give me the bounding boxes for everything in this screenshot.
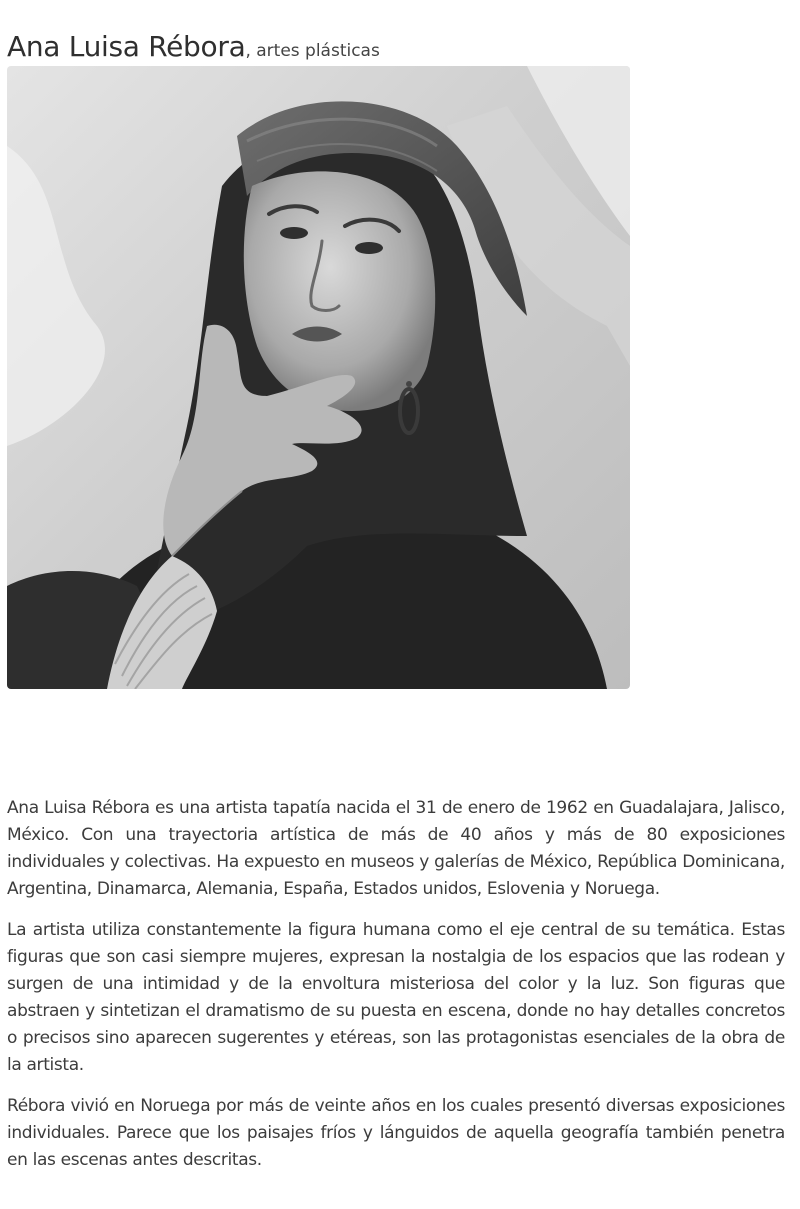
artist-biography [7, 795, 785, 1188]
bio-paragraph: La artista utiliza constantemente la figura humana como el eje central de su temática. Estas figuras que son casi siempre mujeres, expresan la nostalgia de los espacios que las rodean y surgen de una intimidad y de la envoltura misteriosa del color y la luz. Son figuras que abstraen y sintetizan el dramatismo de su puesta en escena, donde no hay detalles concretos o precisos sino aparecen sugerentes y etéreas, son las protagonistas esenciales de la obra de la artista. [7, 920, 785, 1075]
artist-discipline: , artes plásticas [245, 41, 380, 61]
page-title [7, 26, 380, 64]
bio-paragraph: Rébora vivió en Noruega por más de veinte años en los cuales presentó diversas exposiciones individuales. Parece que los paisajes fríos y lánguidos de aquella geografía también penetra en las escenas antes descritas. [7, 1096, 785, 1170]
artist-name: Ana Luisa Rébora [7, 30, 246, 63]
portrait-photo-icon [7, 66, 630, 689]
bio-paragraph: Ana Luisa Rébora es una artista tapatía nacida el 31 de enero de 1962 en Guadalajara, Jalisco, México. Con una trayectoria artística de más de 40 años y más de 80 exposiciones individuales y colectivas. Ha expuesto en museos y galerías de México, República Dominicana, Argentina, Dinamarca, Alemania, España, Estados unidos, Eslovenia y Noruega. [7, 798, 785, 899]
artist-portrait-image [7, 66, 630, 689]
